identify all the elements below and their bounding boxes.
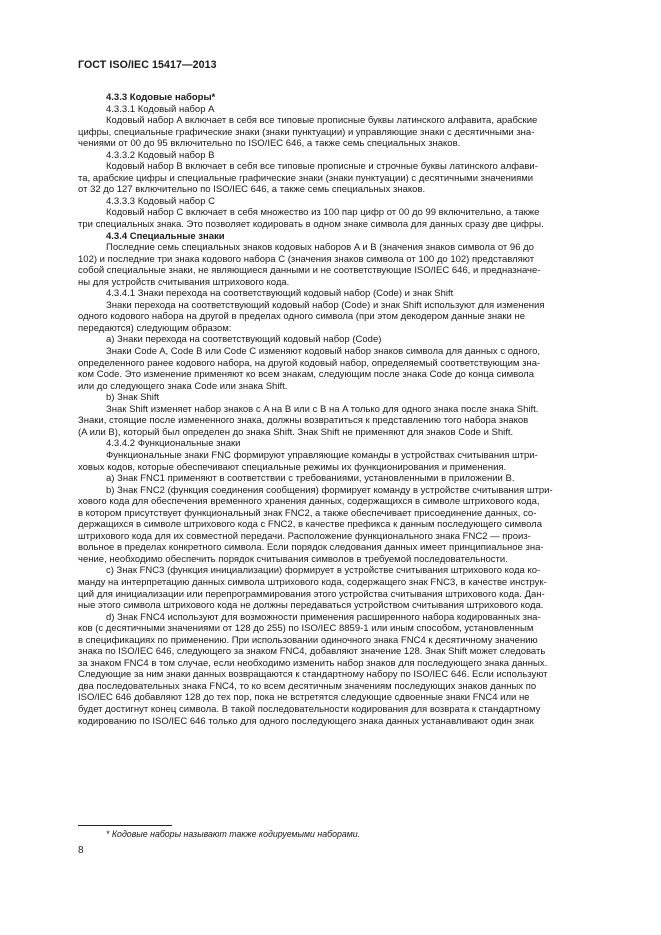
text-line: от 32 до 127 включительно по ISO/IEC 646, а также семь специальных знаков. [78,184,426,196]
text-line: ций для инициализации или перепрограммирования этого устройства считывания штрихового кода. Дан- [78,588,545,600]
text-line: два последовательных знака FNC4, то ко всем десятичным значениям последующих знаков данных по [78,680,537,692]
page-number: 8 [78,845,84,856]
text-line: 4.3.4.2 Функциональные знаки [106,438,241,450]
text-line: a) Знак FNC1 применяют в соответствии с требованиями, установленными в приложении B. [106,473,515,485]
text-line: ны для устройств считывания штрихового кода. [78,276,290,288]
text-line: определенного ранее кодового набора, на другой кодовый набор, определяемый соответствующим зна- [78,357,541,369]
text-line: ком Code. Это изменение применяют ко всем знакам, следующим после знака Code до конца символа [78,369,535,381]
footnote: * Кодовые наборы называют также кодируемыми наборами. [106,829,361,839]
text-line: b) Знак FNC2 (функция соединения сообщения) формирует команду в устройстве считывания штри- [106,484,553,496]
text-line: d) Знак FNC4 используют для возможности применения расширенного набора кодированных зна- [106,611,541,623]
text-line: знака по ISO/IEC 646, следующего за знаком FNC4, добавляют значение 128. Знак Shift может следовать [78,646,546,658]
footnote-separator [78,825,172,826]
text-line: собой специальные знаки, не являющиеся данными и не соответствующие ISO/IEC 646, и предназначе- [78,265,541,277]
section-heading: 4.3.4 Специальные знаки [106,230,225,242]
text-line: b) Знак Shift [106,392,160,404]
text-line: манду на интерпретацию данных символа штрихового кода, содержащего знак FNC3, в качестве инструк- [78,576,547,588]
text-line: в котором присутствует функциональный знак FNC2, а также обеспечивает присоединение данных, со- [78,507,537,519]
text-line: 102) и последние три знака кодового набора C (значения знаков символа от 100 до 102) представляют [78,253,535,265]
text-line: три специальных знака. Это позволяет кодировать в одном знаке символа для данных сразу две цифры. [78,219,544,231]
text-line: Знаки, стоящие после измененного знака, должны возвратиться к представлению того набора знаков [78,415,529,427]
section-heading: 4.3.3 Кодовые наборы* [106,92,216,103]
text-line: хового кода для обеспечения временного хранения данных, содержащихся в символе штрихового кода, [78,496,540,508]
text-line: будет достигнут конец символа. В такой последовательности кодирования для возврата к стандартному [78,703,541,715]
text-line: Следующие за ним знаки данных возвращаются к стандартному набору по ISO/IEC 646. Если используют [78,669,548,681]
text-line: 4.3.3.3 Кодовый набор C [106,195,215,207]
text-line: Кодовый набор C включает в себя множество из 100 пар цифр от 00 до 99 включительно, а также [106,207,540,219]
text-line: одного кодового набора на другой в пределах одного символа (при этом декодером данные знаки не [78,311,525,323]
text-line: чение, необходимо обеспечить порядок считывания символов в требуемой последовательности. [78,553,508,565]
text-line: вольное в пределах конкретного символа. Если порядок следования данных имеет принципиальное зна- [78,542,544,554]
text-line: 4.3.3.1 Кодовый набор A [106,103,215,115]
text-line: 4.3.4.1 Знаки перехода на соответствующий кодовый набор (Code) и знак Shift [106,288,454,300]
text-line: штрихового кода для их совместной передачи. Расположение функционального знака FNC2 — произ- [78,530,531,542]
text-line: c) Знак FNC3 (функция инициализации) формирует в устройстве считывания штрихового кода ко- [106,565,541,577]
text-line: 4.3.3.2 Кодовый набор B [106,149,215,161]
text-line: Знаки перехода на соответствующий кодовый набор (Code) и знак Shift используют для изменения [106,299,545,311]
text-line: держащихся в символе штрихового кода с FNC2, в качестве префикса к данным последующего символа [78,519,542,531]
text-line: a) Знаки перехода на соответствующий кодовый набор (Code) [106,334,382,346]
text-line: Кодовый набор A включает в себя все типовые прописные буквы латинского алфавита, арабские [106,115,538,127]
text-line: (A или B), который был определен до знака Shift. Знак Shift не применяют для знаков Code и Shift. [78,426,514,438]
text-line: та, арабские цифры и специальные графические знаки (знаки пунктуации) с десятичными значениями [78,172,534,184]
text-line: Последние семь специальных знаков кодовых наборов A и B (значения знаков символа от 96 до [106,242,534,254]
text-line: ISO/IEC 646 добавляют 128 до тех пор, пока не встретятся следующие сдвоенные знаки FNC4 или не [78,692,530,704]
text-line: Кодовый набор B включает в себя все типовые прописные и строчные буквы латинского алфави- [106,161,538,173]
text-line: Знаки Code A, Code B или Code C изменяют кодовый набор знаков символа для данных с одного, [106,346,541,358]
text-line: ков (с десятичными значениями от 128 до 255) по ISO/IEC 8859-1 или иным способом, установленным [78,623,534,635]
text-line: цифры, специальные графические знаки (знаки пунктуации) и управляющие знаки с десятичными зна- [78,126,535,138]
document-body [78,92,642,727]
text-line: передаются) следующим образом: [78,322,232,334]
text-line: Знак Shift изменяет набор знаков с A на B или с B на A только для одного знака после знака Shift. [106,403,539,415]
text-line: Функциональные знаки FNC формируют управляющие команды в устройствах считывания штри- [106,449,538,461]
text-line: за знаком FNC4 в том случае, если необходимо изменить набор знаков для последующего знака данных. [78,657,548,669]
text-line: кодированию по ISO/IEC 646 только для одного последующего знака данных устанавливают один знак [78,715,534,727]
text-line: ховых кодов, которые обеспечивают специальные режимы их функционирования и применения. [78,461,507,473]
text-line: или до следующего знака Code или знака Shift. [78,380,288,392]
text-line: в спецификациях по применению. При использовании одиночного знака FNC4 к десятичному значению [78,634,538,646]
text-line: ные этого символа штрихового кода не должны передаваться устройством считывания штрихового кода. [78,600,544,612]
text-line: чениями от 00 до 95 включительно по ISO/IEC 646, а также семь специальных знаков. [78,138,461,150]
document-header: ГОСТ ISO/IEC 15417—2013 [78,59,217,71]
